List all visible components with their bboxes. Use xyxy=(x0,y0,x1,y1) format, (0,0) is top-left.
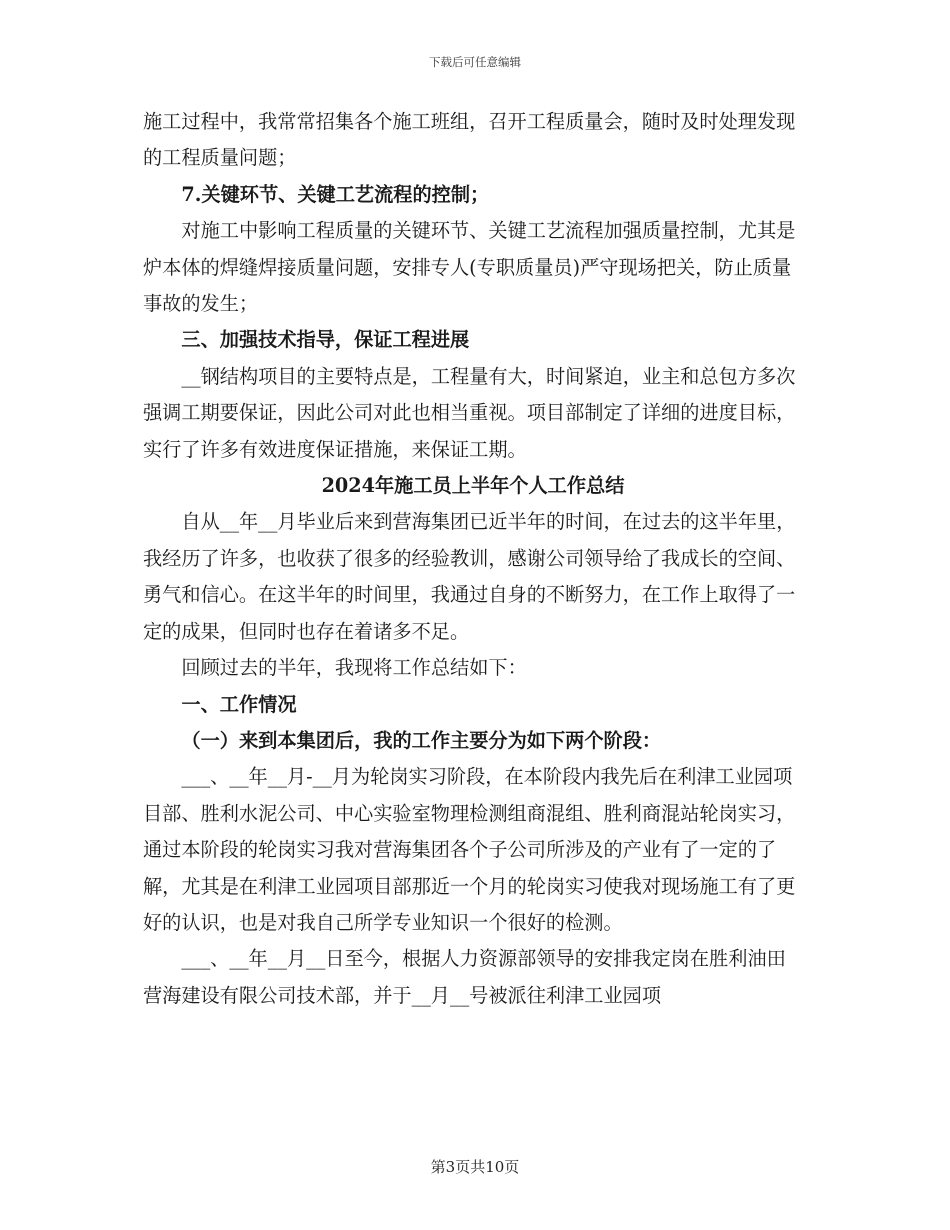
paragraph-2: 对施工中影响工程质量的关键环节、关键工艺流程加强质量控制，尤其是炉本体的焊缝焊接质量问题，安排专人(专职质量员)严守现场把关，防止质量事故的发生； xyxy=(143,219,796,316)
paragraph-6: ___、__年__月-__月为轮岗实习阶段，在本阶段内我先后在利津工业园项目部、胜利水泥公司、中心实验室物理检测组商混组、胜利商混站轮岗实习，通过本阶段的轮岗实习我对营海集团各个子公司所涉及的产业有了一定的了解，尤其是在利津工业园项目部那近一个月的轮岗实习使我对现场施工有了更好的认识，也是对我自己所学专业知识一个很好的检测。 xyxy=(143,765,796,934)
heading-work-situation: 一、工作情况 xyxy=(181,692,297,716)
heading-two-stages: （一）来到本集团后，我的工作主要分为如下两个阶段： xyxy=(181,728,662,752)
page-number: 第3页共10页 xyxy=(430,1158,520,1176)
paragraph-4: 自从__年__月毕业后来到营海集团已近半年的时间，在过去的这半年里，我经历了许多，也收获了很多的经验教训，感谢公司领导给了我成长的空间、勇气和信心。在这半年的时间里，我通过自身的不断努力，在工作上取得了一定的成果，但同时也存在着诸多不足。 xyxy=(143,510,796,643)
document-title: 2024年施工员上半年个人工作总结 xyxy=(321,474,625,498)
page-header: 下载后可任意编辑 xyxy=(429,55,521,69)
heading-key-process-control: 7.关键环节、关键工艺流程的控制； xyxy=(181,182,490,206)
document-body xyxy=(143,104,803,1014)
heading-technical-guidance: 三、加强技术指导，保证工程进展 xyxy=(181,328,470,352)
paragraph-7: ___、__年__月__日至今，根据人力资源部领导的安排我定岗在胜利油田营海建设有限公司技术部，并于__月__号被派往利津工业园项 xyxy=(143,947,786,1007)
paragraph-1: 施工过程中，我常常招集各个施工班组，召开工程质量会，随时及时处理发现的工程质量问题； xyxy=(143,110,796,170)
paragraph-5: 回顾过去的半年，我现将工作总结如下： xyxy=(181,656,527,680)
paragraph-3: __钢结构项目的主要特点是，工程量有大，时间紧迫，业主和总包方多次强调工期要保证，因此公司对此也相当重视。项目部制定了详细的进度目标，实行了许多有效进度保证措施，来保证工期。 xyxy=(143,364,796,461)
